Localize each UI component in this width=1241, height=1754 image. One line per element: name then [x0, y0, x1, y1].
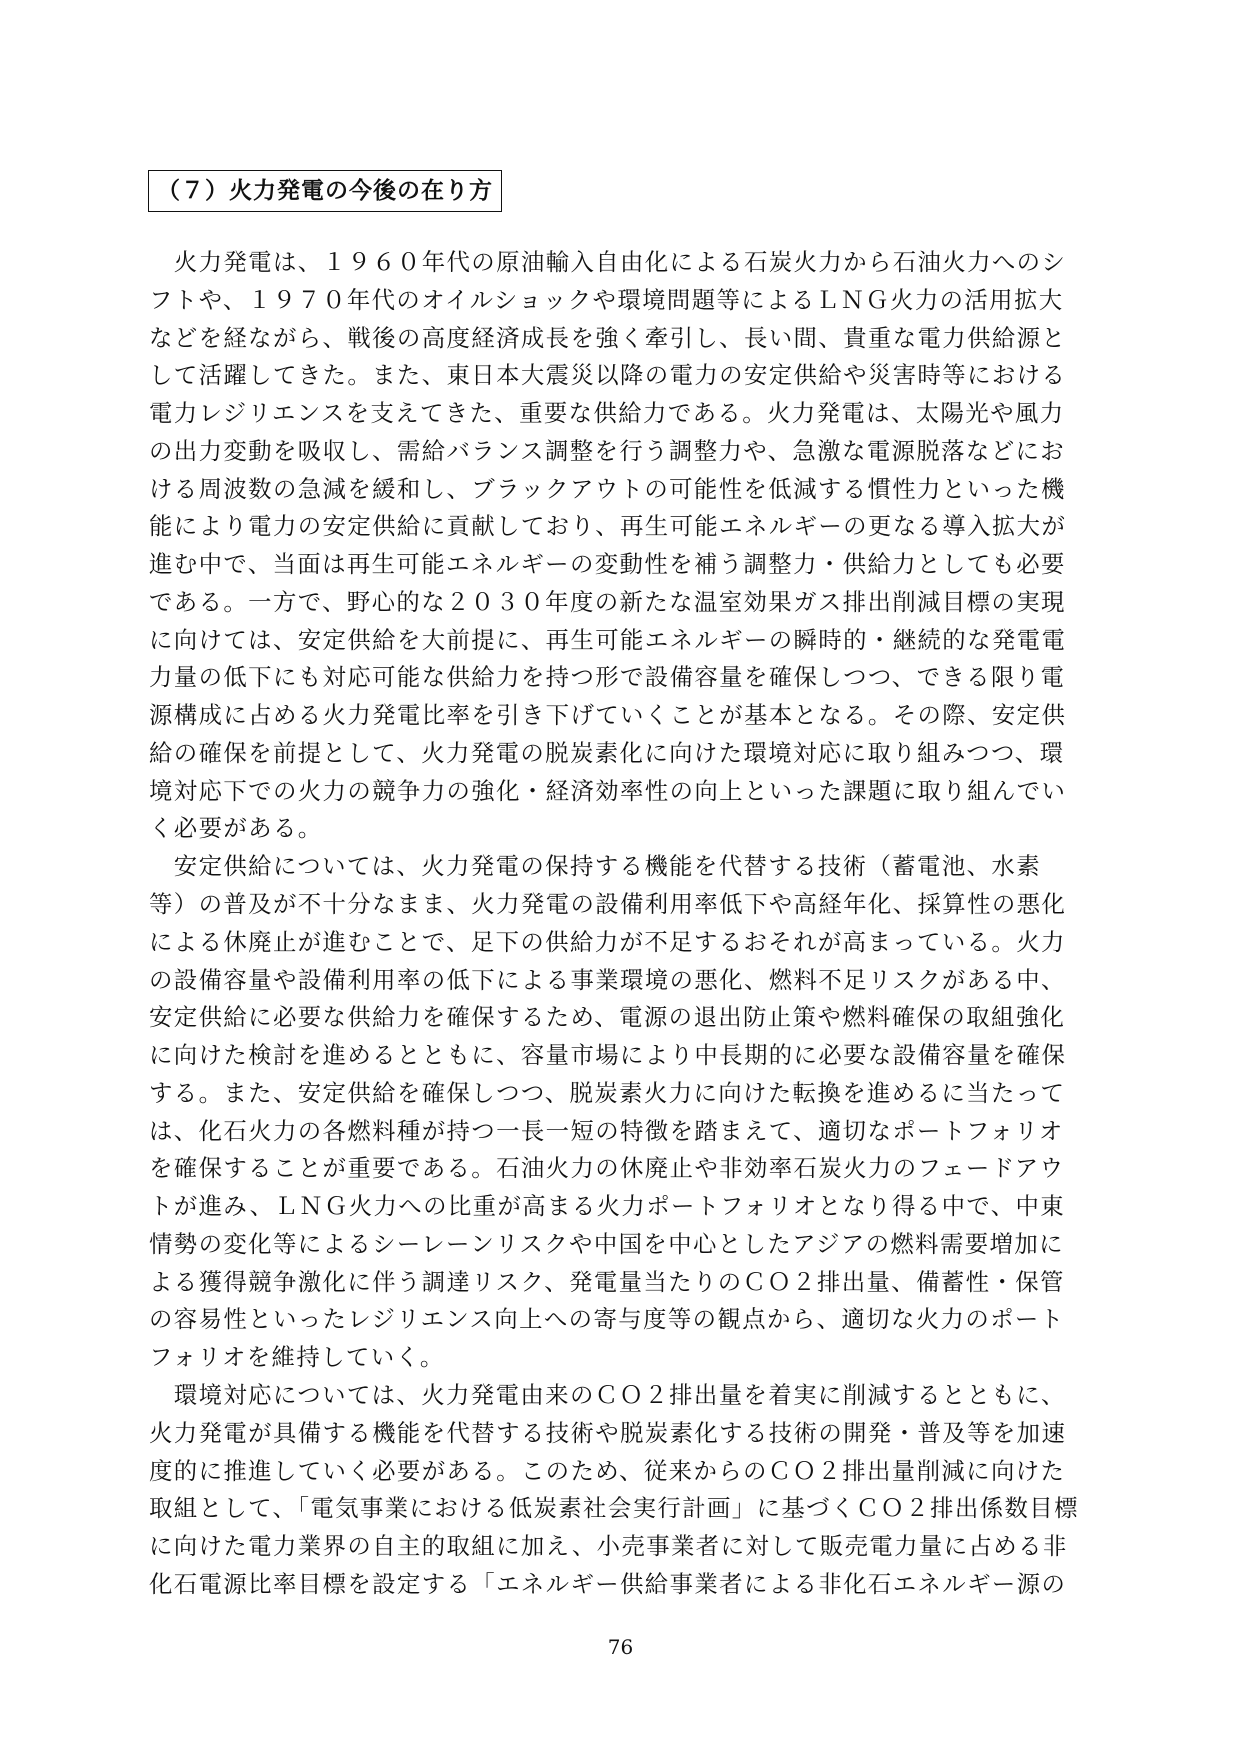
text-line: 等）の普及が不十分なまま、火力発電の設備利用率低下や高経年化、採算性の悪化 — [149, 890, 1067, 919]
text-line: フトや、１９７０年代のオイルショックや環境問題等によるＬＮＧ火力の活用拡大 — [149, 285, 1064, 314]
text-line: する。また、安定供給を確保しつつ、脱炭素火力に向けた転換を進めるに当たって — [149, 1078, 1066, 1107]
text-line: である。一方で、野心的な２０３０年度の新たな温室効果ガス排出削減目標の実現 — [149, 587, 1066, 616]
text-line: 環境対応については、火力発電由来のＣＯ２排出量を着実に削減するとともに、 — [149, 1380, 1066, 1409]
text-line: 電力レジリエンスを支えてきた、重要な供給力である。火力発電は、太陽光や風力 — [149, 399, 1065, 428]
text-line: トが進み、ＬＮＧ火力への比重が高まる火力ポートフォリオとなり得る中で、中東 — [149, 1192, 1066, 1221]
section-heading: （７）火力発電の今後の在り方 — [148, 170, 502, 212]
text-line: に向けては、安定供給を大前提に、再生可能エネルギーの瞬時的・継続的な発電電 — [149, 625, 1067, 654]
text-line: 力量の低下にも対応可能な供給力を持つ形で設備容量を確保しつつ、できる限り電 — [149, 663, 1066, 692]
text-line: 給の確保を前提として、火力発電の脱炭素化に向けた環境対応に取り組みつつ、環 — [149, 738, 1065, 767]
text-line: 取組として、「電気事業における低炭素社会実行計画」に基づくＣＯ２排出係数目標 — [149, 1494, 1079, 1523]
text-line: よる獲得競争激化に伴う調達リスク、発電量当たりのＣＯ２排出量、備蓄性・保管 — [149, 1267, 1065, 1296]
text-line: の容易性といったレジリエンス向上への寄与度等の観点から、適切な火力のポート — [149, 1305, 1065, 1334]
text-line: 火力発電は、１９６０年代の原油輸入自由化による石炭火力から石油火力へのシ — [149, 248, 1067, 276]
text-line: 情勢の変化等によるシーレーンリスクや中国を中心としたアジアの燃料需要増加に — [149, 1229, 1064, 1258]
text-line: 能により電力の安定供給に貢献しており、再生可能エネルギーの更なる導入拡大が — [149, 512, 1067, 541]
text-line: 安定供給については、火力発電の保持する機能を代替する技術（蓄電池、水素 — [149, 852, 1041, 881]
text-line: による休廃止が進むことで、足下の供給力が不足するおそれが高まっている。火力 — [149, 927, 1066, 956]
text-line: などを経ながら、戦後の高度経済成長を強く牽引し、長い間、貴重な電力供給源と — [149, 323, 1067, 352]
text-line: 進む中で、当面は再生可能エネルギーの変動性を補う調整力・供給力としても必要 — [149, 550, 1066, 579]
text-line: フォリオを維持していく。 — [149, 1343, 445, 1372]
text-line: して活躍してきた。また、東日本大震災以降の電力の安定供給や災害時等における — [149, 361, 1067, 390]
text-line: ける周波数の急減を緩和し、ブラックアウトの可能性を低減する慣性力といった機 — [149, 474, 1066, 503]
body-text — [149, 244, 1093, 1604]
text-line: は、化石火力の各燃料種が持つ一長一短の特徴を踏まえて、適切なポートフォリオ — [149, 1116, 1064, 1145]
text-line: 火力発電が具備する機能を代替する技術や脱炭素化する技術の開発・普及等を加速 — [149, 1418, 1067, 1447]
text-line: 化石電源比率目標を設定する「エネルギー供給事業者による非化石エネルギー源の — [149, 1569, 1067, 1598]
text-line: 安定供給に必要な供給力を確保するため、電源の退出防止策や燃料確保の取組強化 — [149, 1003, 1066, 1032]
text-line: に向けた電力業界の自主的取組に加え、小売事業者に対して販売電力量に占める非 — [149, 1532, 1068, 1561]
text-line: 源構成に占める火力発電比率を引き下げていくことが基本となる。その際、安定供 — [149, 701, 1067, 730]
text-line: の設備容量や設備利用率の低下による事業環境の悪化、燃料不足リスクがある中、 — [149, 965, 1066, 994]
text-line: 度的に推進していく必要がある。このため、従来からのＣＯ２排出量削減に向けた — [149, 1456, 1066, 1485]
text-line: く必要がある。 — [149, 814, 323, 843]
text-line: の出力変動を吸収し、需給バランス調整を行う調整力や、急激な電源脱落などにお — [149, 436, 1066, 465]
text-line: を確保することが重要である。石油火力の休廃止や非効率石炭火力のフェードアウ — [149, 1154, 1065, 1183]
page-number: 76 — [607, 1635, 634, 1659]
text-line: 境対応下での火力の競争力の強化・経済効率性の向上といった課題に取り組んでい — [149, 776, 1067, 805]
text-line: に向けた検討を進めるとともに、容量市場により中長期的に必要な設備容量を確保 — [149, 1041, 1067, 1070]
